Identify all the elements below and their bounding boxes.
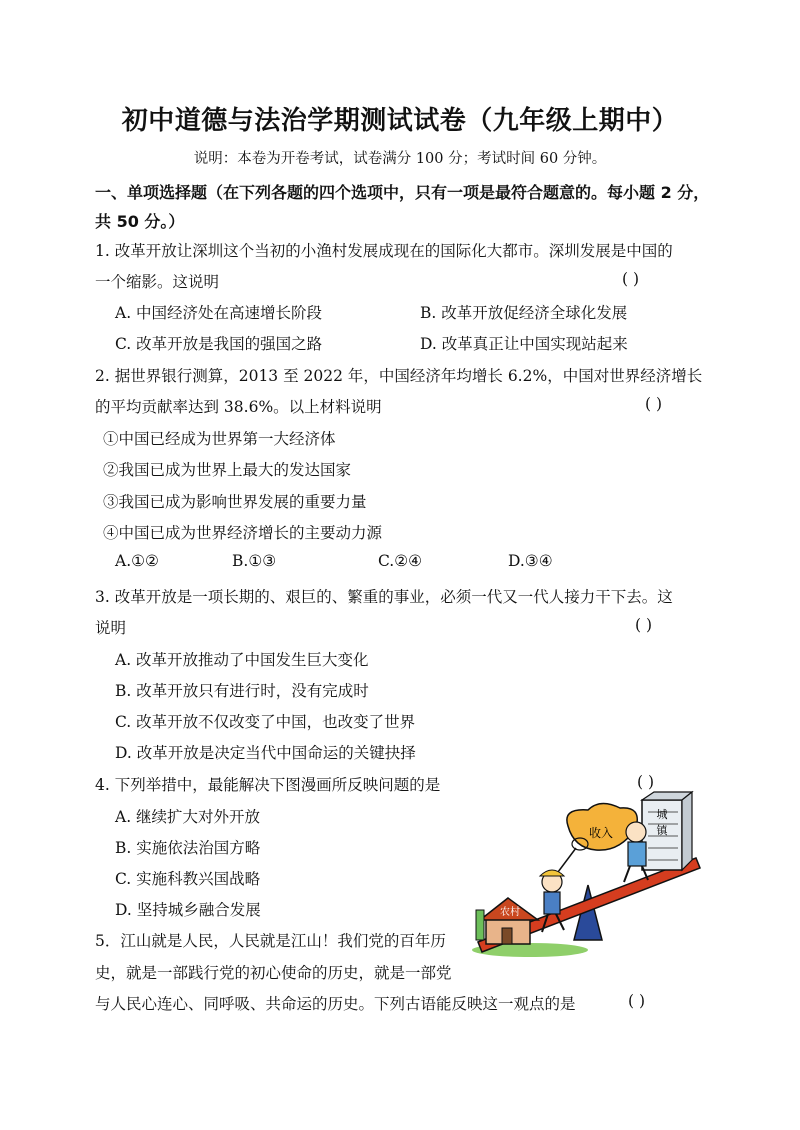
q3-option-a: A. 改革开放推动了中国发生巨大变化 [115,651,369,669]
q2-option-b: B.①③ [232,552,277,570]
q1-option-d: D. 改革真正让中国实现站起来 [420,335,628,353]
city-building [642,792,692,870]
q2-statement-3: ③我国已成为影响世界发展的重要力量 [103,493,367,511]
q5-stem-line2: 史，就是一部践行党的初心使命的历史，就是一部党 [95,964,452,982]
q3-option-c: C. 改革开放不仅改变了中国，也改变了世界 [115,713,416,731]
section-heading-line1: 一、单项选择题（在下列各题的四个选项中，只有一项是最符合题意的。每小题 2 分， [95,183,710,202]
rural-label: 农村 [500,907,520,918]
q1-option-a: A. 中国经济处在高速增长阶段 [115,304,323,322]
q1-option-c: C. 改革开放是我国的强国之路 [115,335,323,353]
q3-answer-blank: ( ) [635,616,653,634]
page-title: 初中道德与法治学期测试试卷（九年级上期中） [121,106,679,136]
exam-instructions: 说明：本卷为开卷考试，试卷满分 100 分；考试时间 60 分钟。 [193,151,607,167]
section-heading-line2: 共 50 分。） [95,212,185,231]
q2-option-d: D.③④ [508,552,553,570]
q2-statement-4: ④中国已成为世界经济增长的主要动力源 [103,524,383,542]
q2-statement-2: ②我国已成为世界上最大的发达国家 [103,461,352,479]
q4-option-b: B. 实施依法治国方略 [115,839,261,857]
bottle [476,910,484,940]
q5-answer-blank: ( ) [628,992,646,1010]
q4-stem-line1: 4. 下列举措中，最能解决下图漫画所反映问题的是 [95,776,441,794]
rural-house [480,898,538,944]
q5-stem-line3: 与人民心连心、同呼吸、共命运的历史。下列古语能反映这一观点的是 [95,995,576,1013]
urban-figure [624,822,648,882]
city-label-1: 城 [656,808,668,821]
q1-stem-line2: 一个缩影。这说明 [95,273,220,291]
q2-option-c: C.②④ [378,552,423,570]
q4-option-c: C. 实施科教兴国战略 [115,870,261,888]
q2-option-a: A.①② [115,552,159,570]
q3-stem-line1: 3. 改革开放是一项长期的、艰巨的、繁重的事业，必须一代又一代人接力干下去。这 [95,588,673,606]
q1-option-b: B. 改革开放促经济全球化发展 [420,304,628,322]
q1-stem-line1: 1. 改革开放让深圳这个当初的小渔村发展成现在的国际化大都市。深圳发展是中国的 [95,242,673,260]
q5-stem-line1: 5．江山就是人民，人民就是江山！我们党的百年历 [95,932,446,950]
q2-answer-blank: ( ) [645,395,663,413]
city-label-2: 镇 [656,824,668,837]
q3-option-d: D. 改革开放是决定当代中国命运的关键抉择 [115,744,416,762]
income-ingot [567,803,637,850]
q3-stem-line2: 说明 [95,619,127,637]
q4-option-d: D. 坚持城乡融合发展 [115,901,261,919]
q2-stem-line1: 2. 据世界银行测算，2013 至 2022 年，中国经济年均增长 6.2%，中国对世界经济增长 [95,367,703,385]
q3-option-b: B. 改革开放只有进行时，没有完成时 [115,682,369,700]
q2-statement-1: ①中国已经成为世界第一大经济体 [103,430,336,448]
q4-answer-blank: ( ) [637,773,655,791]
q4-option-a: A. 继续扩大对外开放 [115,808,261,826]
seesaw-cartoon-image [470,790,702,960]
income-label: 收入 [588,826,614,840]
q2-stem-line2: 的平均贡献率达到 38.6%。以上材料说明 [95,398,382,416]
q1-answer-blank: ( ) [622,270,640,288]
